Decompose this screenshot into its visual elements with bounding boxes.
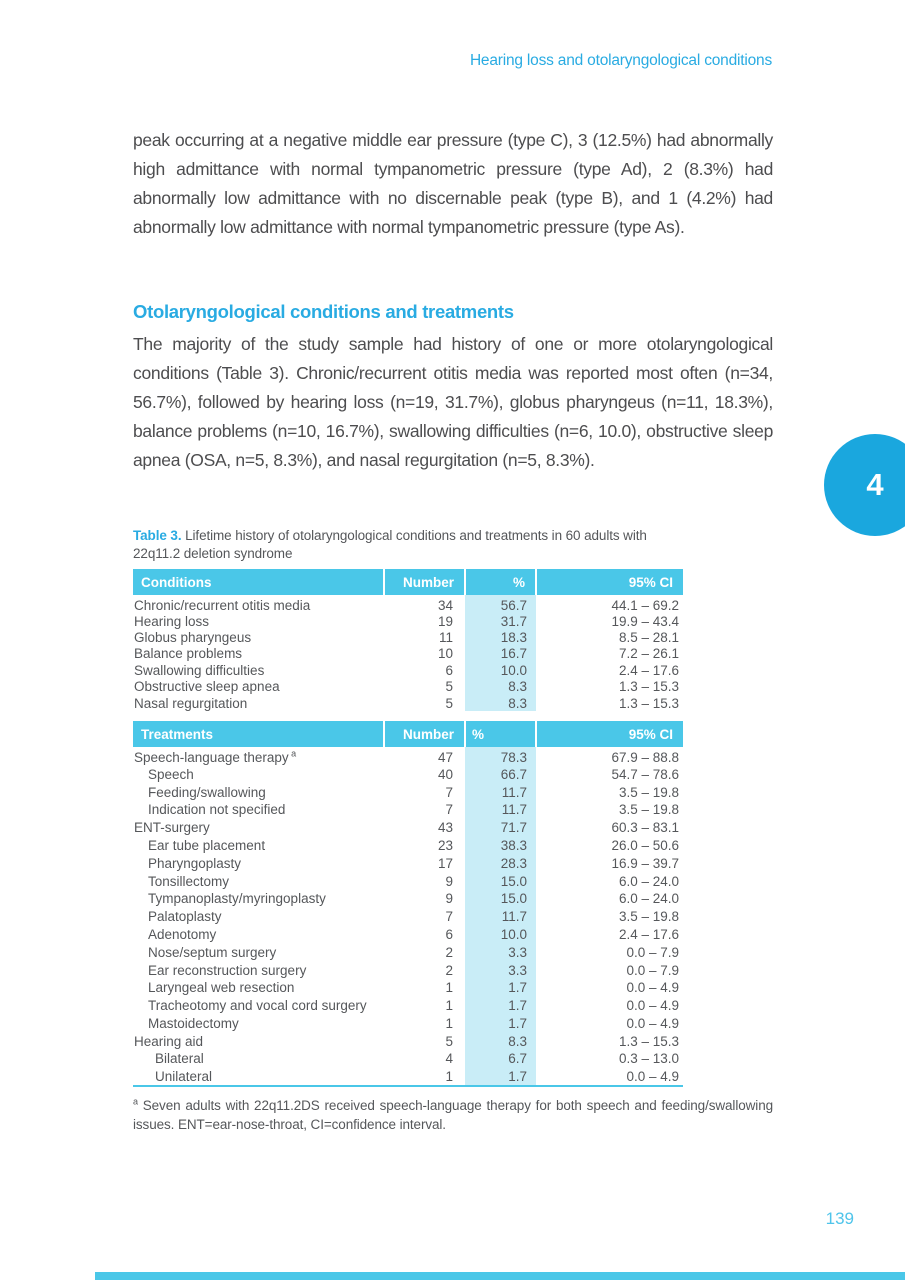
- column-header: 95% CI: [536, 721, 683, 747]
- row-percent: 11.7: [465, 908, 536, 926]
- row-ci: 0.0 – 4.9: [626, 1068, 679, 1084]
- table-row: [133, 695, 683, 711]
- table-caption-text: Lifetime history of otolaryngological conditions and treatments in 60 adults with 22q11.2 deletion syndrome: [133, 528, 647, 561]
- row-number: 17: [437, 855, 453, 871]
- row-number: 1: [445, 1068, 453, 1084]
- row-percent: 3.3: [465, 943, 536, 961]
- row-label: Palatoplasty: [148, 909, 222, 925]
- row-label: Pharyngoplasty: [148, 855, 242, 871]
- table-row: [133, 629, 683, 645]
- table-row: [133, 1050, 683, 1068]
- row-ci: 1.3 – 15.3: [618, 679, 679, 695]
- row-label: Tracheotomy and vocal cord surgery: [148, 998, 367, 1014]
- row-number: 34: [437, 598, 453, 613]
- row-percent: 18.3: [465, 629, 536, 645]
- row-label: Balance problems: [134, 646, 243, 662]
- row-number: 47: [437, 750, 453, 766]
- column-header: 95% CI: [536, 569, 683, 595]
- column-header: Number: [384, 721, 465, 747]
- row-label: Laryngeal web resection: [148, 980, 295, 996]
- row-number: 1: [445, 980, 453, 996]
- row-label: ENT-surgery: [134, 820, 210, 836]
- row-ci: 0.0 – 4.9: [626, 1015, 679, 1031]
- row-label: Speech-language therapy $^a$: [134, 748, 297, 766]
- table-3-block: [133, 527, 773, 1135]
- conditions-table: [133, 569, 683, 711]
- footnote-marker: a: [133, 1096, 138, 1107]
- column-header: Treatments: [133, 721, 384, 747]
- table-row: [133, 819, 683, 837]
- row-label: Adenotomy: [148, 926, 217, 942]
- table-row: [133, 997, 683, 1015]
- table-row: [133, 961, 683, 979]
- row-percent: 56.7: [465, 595, 536, 613]
- table-row: [133, 837, 683, 855]
- table-row: [133, 979, 683, 997]
- row-ci: 1.3 – 15.3: [618, 1033, 679, 1049]
- row-percent: 15.0: [465, 890, 536, 908]
- row-label: Chronic/recurrent otitis media: [134, 598, 311, 613]
- table-caption: [133, 527, 690, 562]
- row-percent: 71.7: [465, 819, 536, 837]
- row-number: 10: [437, 646, 453, 662]
- row-ci: 0.0 – 4.9: [626, 980, 679, 996]
- row-label: Mastoidectomy: [148, 1015, 239, 1031]
- row-ci: 0.0 – 4.9: [626, 998, 679, 1014]
- row-percent: 1.7: [465, 1015, 536, 1033]
- chapter-number: 4: [866, 467, 884, 502]
- chapter-tab-circle: [824, 434, 905, 536]
- row-ci: 16.9 – 39.7: [611, 855, 679, 871]
- table-row: [133, 854, 683, 872]
- row-percent: 38.3: [465, 837, 536, 855]
- row-label: Swallowing difficulties: [134, 662, 265, 678]
- row-percent: 16.7: [465, 646, 536, 662]
- paragraph-conditions-summary: The majority of the study sample had history of one or more otolaryngological conditions (Table 3). Chronic/recurrent otitis media was reported most often (n=34, 56.7%), followed by hearing loss (n=19, 31.7%), globus pharyngeus (n=11, 18.3%), balance problems (n=10, 16.7%), swallowing difficulties (n=6, 10.0), obstructive sleep apnea (OSA, n=5, 8.3%), and nasal regurgitation (n=5, 8.3%).: [133, 334, 773, 470]
- row-number: 5: [445, 1033, 453, 1049]
- table-row: [133, 595, 683, 613]
- row-number: 43: [437, 820, 453, 836]
- row-ci: 8.5 – 28.1: [618, 630, 679, 646]
- row-percent: 10.0: [465, 662, 536, 678]
- table-footnote: [133, 1096, 773, 1135]
- row-number: 6: [445, 662, 453, 678]
- row-ci: 60.3 – 83.1: [611, 820, 679, 836]
- row-percent: 3.3: [465, 961, 536, 979]
- row-ci: 26.0 – 50.6: [611, 837, 679, 853]
- table-row: [133, 765, 683, 783]
- conditions-header-row: [133, 569, 683, 595]
- row-number: 2: [445, 962, 453, 978]
- table-row: [133, 1032, 683, 1050]
- row-label: Nasal regurgitation: [134, 695, 248, 711]
- row-ci: 2.4 – 17.6: [618, 926, 679, 942]
- row-ci: 6.0 – 24.0: [618, 891, 679, 907]
- row-number: 7: [445, 909, 453, 925]
- row-number: 9: [445, 891, 453, 907]
- row-label: Hearing aid: [134, 1033, 204, 1049]
- row-ci: 3.5 – 19.8: [618, 802, 679, 818]
- row-number: 7: [445, 802, 453, 818]
- treatments-header-row: [133, 721, 683, 747]
- section-heading: Otolaryngological conditions and treatments: [133, 301, 514, 322]
- row-label: Hearing loss: [134, 613, 210, 629]
- row-number: 4: [445, 1051, 453, 1067]
- row-percent: 8.3: [465, 679, 536, 695]
- row-label: Speech: [148, 766, 194, 782]
- row-label: Globus pharyngeus: [134, 630, 252, 646]
- row-ci: 44.1 – 69.2: [611, 598, 679, 613]
- row-percent: 31.7: [465, 613, 536, 629]
- row-label: Tonsillectomy: [148, 873, 230, 889]
- row-number: 1: [445, 1015, 453, 1031]
- running-header: Hearing loss and otolaryngological conditions: [469, 52, 772, 69]
- table-row: [133, 747, 683, 765]
- column-header: %: [465, 569, 536, 595]
- row-percent: 8.3: [465, 695, 536, 711]
- row-ci: 6.0 – 24.0: [618, 873, 679, 889]
- row-label: Ear reconstruction surgery: [148, 962, 307, 978]
- row-label: Indication not specified: [148, 802, 286, 818]
- row-ci: 0.3 – 13.0: [618, 1051, 679, 1067]
- treatments-table: [133, 721, 683, 1086]
- column-header: Number: [384, 569, 465, 595]
- row-percent: 10.0: [465, 926, 536, 944]
- row-ci: 0.0 – 7.9: [626, 944, 679, 960]
- row-percent: 6.7: [465, 1050, 536, 1068]
- row-number: 7: [445, 784, 453, 800]
- table-row: [133, 1015, 683, 1033]
- table-row: [133, 890, 683, 908]
- row-label: Feeding/swallowing: [148, 784, 266, 800]
- row-ci: 2.4 – 17.6: [618, 662, 679, 678]
- row-number: 5: [445, 695, 453, 711]
- row-label: Unilateral: [155, 1068, 213, 1084]
- row-ci: 0.0 – 7.9: [626, 962, 679, 978]
- row-number: 11: [438, 630, 453, 646]
- paragraph-tympanometry: peak occurring at a negative middle ear pressure (type C), 3 (12.5%) had abnormally high admittance with normal tympanometric pressure (type Ad), 2 (8.3%) had abnormally low admittance with no discernable peak (type B), and 1 (4.2%) had abnormally low admittance with normal tympanometric pressure (type As).: [133, 130, 773, 237]
- row-number: 9: [445, 873, 453, 889]
- table-row: [133, 662, 683, 678]
- row-number: 5: [445, 679, 453, 695]
- row-label: Ear tube placement: [148, 837, 266, 853]
- row-ci: 7.2 – 26.1: [618, 646, 679, 662]
- row-percent: 8.3: [465, 1032, 536, 1050]
- row-number: 19: [437, 613, 453, 629]
- row-percent: 66.7: [465, 765, 536, 783]
- row-percent: 1.7: [465, 979, 536, 997]
- row-ci: 3.5 – 19.8: [618, 784, 679, 800]
- table-row: [133, 679, 683, 695]
- column-header: Conditions: [133, 569, 384, 595]
- table-row: [133, 1068, 683, 1086]
- column-header: %: [465, 721, 536, 747]
- row-number: 40: [437, 766, 453, 782]
- table-row: [133, 926, 683, 944]
- row-ci: 67.9 – 88.8: [611, 750, 679, 766]
- row-ci: 3.5 – 19.8: [618, 909, 679, 925]
- table-row: [133, 801, 683, 819]
- row-percent: 78.3: [465, 747, 536, 765]
- table-row: [133, 783, 683, 801]
- row-percent: 15.0: [465, 872, 536, 890]
- row-percent: 11.7: [465, 783, 536, 801]
- footer-accent-bar: [95, 1272, 905, 1280]
- table-row: [133, 908, 683, 926]
- row-label: Nose/septum surgery: [148, 944, 277, 960]
- table-row: [133, 943, 683, 961]
- table-row: [133, 646, 683, 662]
- row-label: Tympanoplasty/myringoplasty: [148, 891, 326, 907]
- page-number: 139: [825, 1209, 854, 1228]
- row-ci: 54.7 – 78.6: [611, 766, 679, 782]
- row-number: 2: [445, 944, 453, 960]
- row-number: 6: [445, 926, 453, 942]
- row-number: 23: [437, 837, 453, 853]
- row-ci: 19.9 – 43.4: [611, 613, 679, 629]
- row-number: 1: [445, 998, 453, 1014]
- table-row: [133, 613, 683, 629]
- row-percent: 1.7: [465, 997, 536, 1015]
- row-label: Obstructive sleep apnea: [134, 679, 280, 695]
- table-caption-label: Table 3.: [133, 528, 182, 543]
- row-label: Bilateral: [155, 1051, 204, 1067]
- row-percent: 1.7: [465, 1068, 536, 1086]
- table-row: [133, 872, 683, 890]
- footnote-text: Seven adults with 22q11.2DS received speech-language therapy for both speech and feeding/swallowing issues. ENT=ear-nose-throat, CI=confidence interval.: [133, 1097, 774, 1133]
- row-ci: 1.3 – 15.3: [618, 695, 679, 711]
- row-percent: 28.3: [465, 854, 536, 872]
- row-percent: 11.7: [465, 801, 536, 819]
